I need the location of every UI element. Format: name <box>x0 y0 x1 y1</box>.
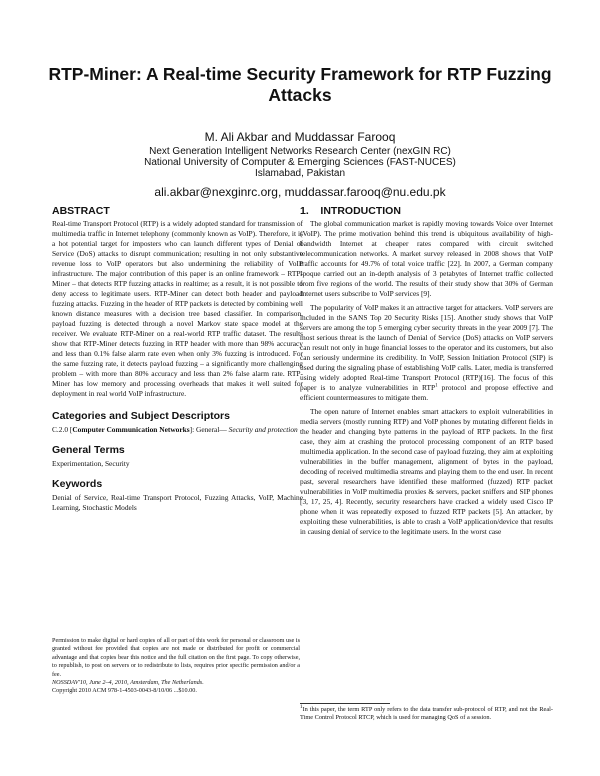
intro-paragraph <box>300 303 553 403</box>
intro-paragraph: The global communication market is rapidly moving towards Voice over Internet (VoIP). The prime motivation behind this trend is ubiquitous availability of high-bandwidth Internet at cheaper rates compared with circuit switched telecommunication networks. A market survey released in 2008 shows that VoIP traffic accounts for 49.7% of total voice traffic [22]. In 2007, a German company Ipoque carried out an in-depth analysis of 3 petabytes of Internet traffic collected from five regions of the world. The results of their study show that 30% of German Internet users subscribe to VoIP services [9]. <box>300 219 553 298</box>
affiliation <box>40 146 560 180</box>
footnote-body: In this paper, the term RTP only refers to the data transfer sub-protocol of RTP, and not the Real-Time Control Protocol RTCP, which is used for managing QoS of a session. <box>300 706 553 721</box>
introduction-heading: 1. INTRODUCTION <box>300 205 401 217</box>
right-column <box>300 204 553 537</box>
venue-text <box>52 679 300 687</box>
paper-title: RTP-Miner: A Real-time Security Framework for RTP Fuzzing Attacks <box>48 64 552 105</box>
footnote-block <box>300 703 553 722</box>
categories-text <box>52 425 303 435</box>
category-subject: Security and protection <box>228 425 298 434</box>
affiliation-line: National University of Computer & Emerging Sciences (FAST-NUCES) <box>144 157 456 169</box>
intro-paragraph-text: The popularity of VoIP makes it an attractive target for attackers. VoIP servers are included in the SANS Top 20 Security Risks [15]. Another study shows that VoIP servers are among the top 5 emerging cyber security threats in the year 2009 [7]. The most serious threat is the launch of Denial of Service (DoS) attacks on VoIP servers can result not only in huge financial losses to the operator and its customers, but also can seriously undermine its credibility. In VoIP, Session Initiation Protocol (SIP) is used during the signaling phase of establishing VoIP calls. Later, media is transferred using widely adopted Real-time Transport Protocol (RTP)[16]. The focus of this paper is to analyze vulnerabilities in RTP <box>300 303 553 392</box>
intro-paragraph-text: protocol and propose effective and efficient countermeasures to mitigate them. <box>300 383 553 402</box>
general-terms-heading: General Terms <box>52 444 125 456</box>
permission-block <box>52 637 300 696</box>
affiliation-line: Next Generation Intelligent Networks Research Center (nexGIN RC) <box>149 146 451 157</box>
category-code: C.2.0 [ <box>52 425 73 434</box>
abstract-text: Real-time Transport Protocol (RTP) is a widely adopted standard for transmission of multimedia traffic in Internet telephony (commonly known as VoIP). Therefore, it is a hot potential target for imposters who can launch different types of Denial of Service (DoS) attacks to disrupt communication; resulting in not only substantive revenue loss to VoIP operators but also undermining the reliability of VoIP infrastructure. The major contribution of this paper is an online framework – RTP-Miner – that detects RTP fuzzing attacks in realtime; as a result, it is not possible to deny access to legitimate users. RTP-Miner can detect both header and payload fuzzing attacks. Fuzzing in the header of RTP packets is detected by combining well known distance measures with a decision tree based classifier. In comparison, payload fuzzing is detected through a novel Markov state space model at the receiver. We evaluate RTP-Miner on a real-world RTP traffic dataset. The results show that RTP-Miner detects fuzzing in RTP header with more than 98% accuracy and less than 0.1% false alarm rate even when only 3% fuzzing is introduced. For the same fuzzing rate, it detects payload fuzzing – a significantly more challenging problem – with more than 80% accuracy and less than 2% false alarm rate. RTP-Miner has low memory and processing overheads that makes it well suited for deployment in real world VoIP infrastructure. <box>52 219 303 398</box>
category-name: Computer Communication Networks <box>72 425 190 434</box>
intro-paragraph: The open nature of Internet enables smart attackers to exploit vulnerabilities in media servers (mostly running RTP) and VoIP phones by mutating different fields in the header and changing byte patterns in the payload of RTP packets. In the first case, they aim at crashing the protocol processing component of an RTP based multimedia application. In the second case of payload fuzzing, they aim at exploiting vulnerabilities in the buffer management, alignment of bytes in the payload, decoding of received multimedia streams and playing them to the end user. In recent past, several researchers have identified these malformed (fuzzed) RTP packet vulnerabilities in VoIP multimedia proxies & servers, packet sniffers and SIP phones [3, 17, 25, 4]. Recently, security researchers have cracked a widely used Cisco IP phone when it was repeatedly exposed to fuzzed RTP packets [5]. An attacker, by exploiting these vulnerabilities, is able to crash a VoIP application/device that results in causing denial of service to the legitimate users. In the worst case <box>300 407 553 536</box>
keywords-heading: Keywords <box>52 478 103 490</box>
keywords-text: Denial of Service, Real-time Transport Protocol, Fuzzing Attacks, VoIP, Machine Learning, Stochastic Models <box>52 493 303 512</box>
affiliation-line: Islamabad, Pakistan <box>254 168 346 180</box>
venue: NOSSDAV'10, June 2–4, 2010, Amsterdam, The Netherlands. <box>52 679 204 687</box>
footnote-text <box>300 706 553 722</box>
footnote-rule <box>300 703 390 704</box>
abstract-heading: ABSTRACT <box>52 205 110 217</box>
copyright-text: Copyright 2010 ACM 978-1-4503-0043-8/10/06 ...$10.00. <box>52 687 197 695</box>
footnote-number: 1 <box>300 704 303 710</box>
general-terms-text: Experimentation, Security <box>52 459 130 468</box>
left-column <box>52 204 303 513</box>
author-emails: ali.akbar@nexginrc.org, muddassar.farooq@nu.edu.pk <box>154 185 446 199</box>
authors: M. Ali Akbar and Muddassar Farooq <box>204 130 396 144</box>
permission-text: Permission to make digital or hard copies of all or part of this work for personal or classroom use is granted without fee provided that copies are not made or distributed for profit or commercial advantage and that copies bear this notice and the full citation on the first page. To copy otherwise, to republish, to post on servers or to redistribute to lists, requires prior specific permission and/or a fee. <box>52 637 300 678</box>
categories-heading: Categories and Subject Descriptors <box>52 410 230 422</box>
category-rest: ]: General— <box>189 425 227 434</box>
footnote-marker: 1 <box>435 383 438 389</box>
